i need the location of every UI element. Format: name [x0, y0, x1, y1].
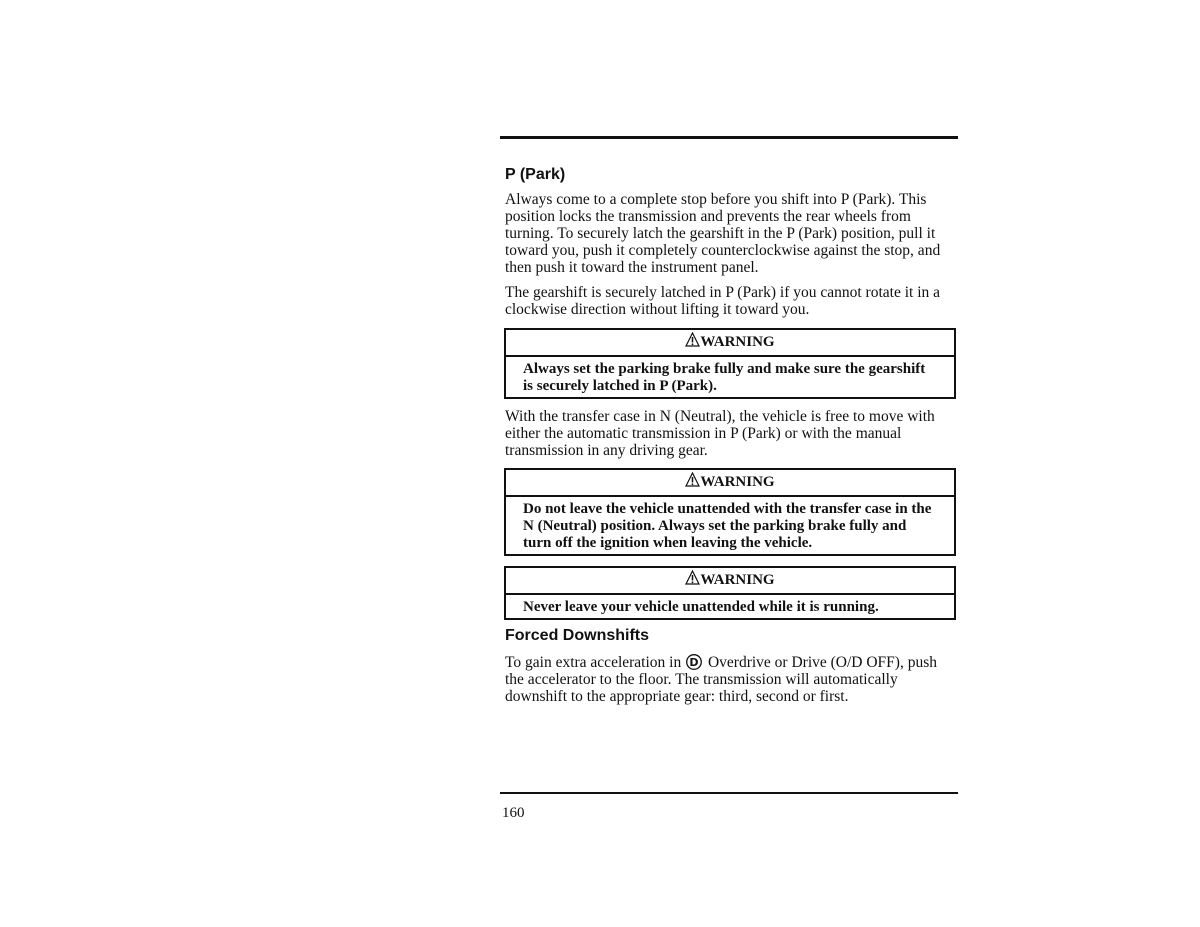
warning-text-1: Always set the parking brake fully and make sure the gearshift is securely latched in P (Park). [523, 361, 926, 394]
top-rule [500, 136, 958, 139]
park-heading: P (Park) [505, 166, 566, 183]
warning-box-1 [504, 328, 956, 399]
warning-box-3 [504, 566, 956, 620]
warning-title-3: WARNING [700, 572, 775, 588]
park-paragraph-1: Always come to a complete stop before you shift into P (Park). This position locks the transmission and prevents the rear wheels from turning. To securely latch the gearshift in the P (Park) position, pull it toward you, push it completely counterclockwise against the stop, and then push it toward the instrument panel. [505, 191, 941, 276]
warning-triangle-icon [685, 472, 700, 487]
warning-text-2: Do not leave the vehicle unattended with the transfer case in the N (Neutral) position. Always set the parking brake fully and turn off the ignition when leaving the vehicle. [523, 501, 932, 551]
transfer-case-paragraph: With the transfer case in N (Neutral), the vehicle is free to move with either the automatic transmission in P (Park) or with the manual transmission in any driving gear. [505, 408, 935, 459]
forced-downshifts-paragraph [505, 654, 958, 705]
warning-title-2: WARNING [700, 474, 775, 490]
warning-text-3: Never leave your vehicle unattended while it is running. [523, 599, 879, 615]
downshifts-text-end: Overdrive or Drive (O/D OFF), push the accelerator to the floor. The transmission will automatically downshift to the appropriate gear: third, second or first. [505, 654, 937, 705]
warning-triangle-icon [685, 570, 700, 585]
bottom-rule [500, 792, 958, 794]
warning-triangle-icon [685, 332, 700, 347]
overdrive-icon-letter: D [689, 656, 699, 669]
warning-header-1 [506, 330, 954, 357]
page-content [505, 165, 958, 705]
page-number: 160 [502, 805, 525, 821]
warning-title-1: WARNING [700, 334, 775, 350]
park-paragraph-2: The gearshift is securely latched in P (Park) if you cannot rotate it in a clockwise direction without lifting it toward you. [505, 284, 941, 318]
warning-header-2 [506, 470, 954, 497]
warning-header-3 [506, 568, 954, 595]
warning-box-2 [504, 468, 956, 556]
downshifts-text-start: To gain extra acceleration in [505, 654, 682, 671]
overdrive-d-icon [686, 654, 702, 670]
forced-downshifts-heading: Forced Downshifts [505, 627, 650, 644]
